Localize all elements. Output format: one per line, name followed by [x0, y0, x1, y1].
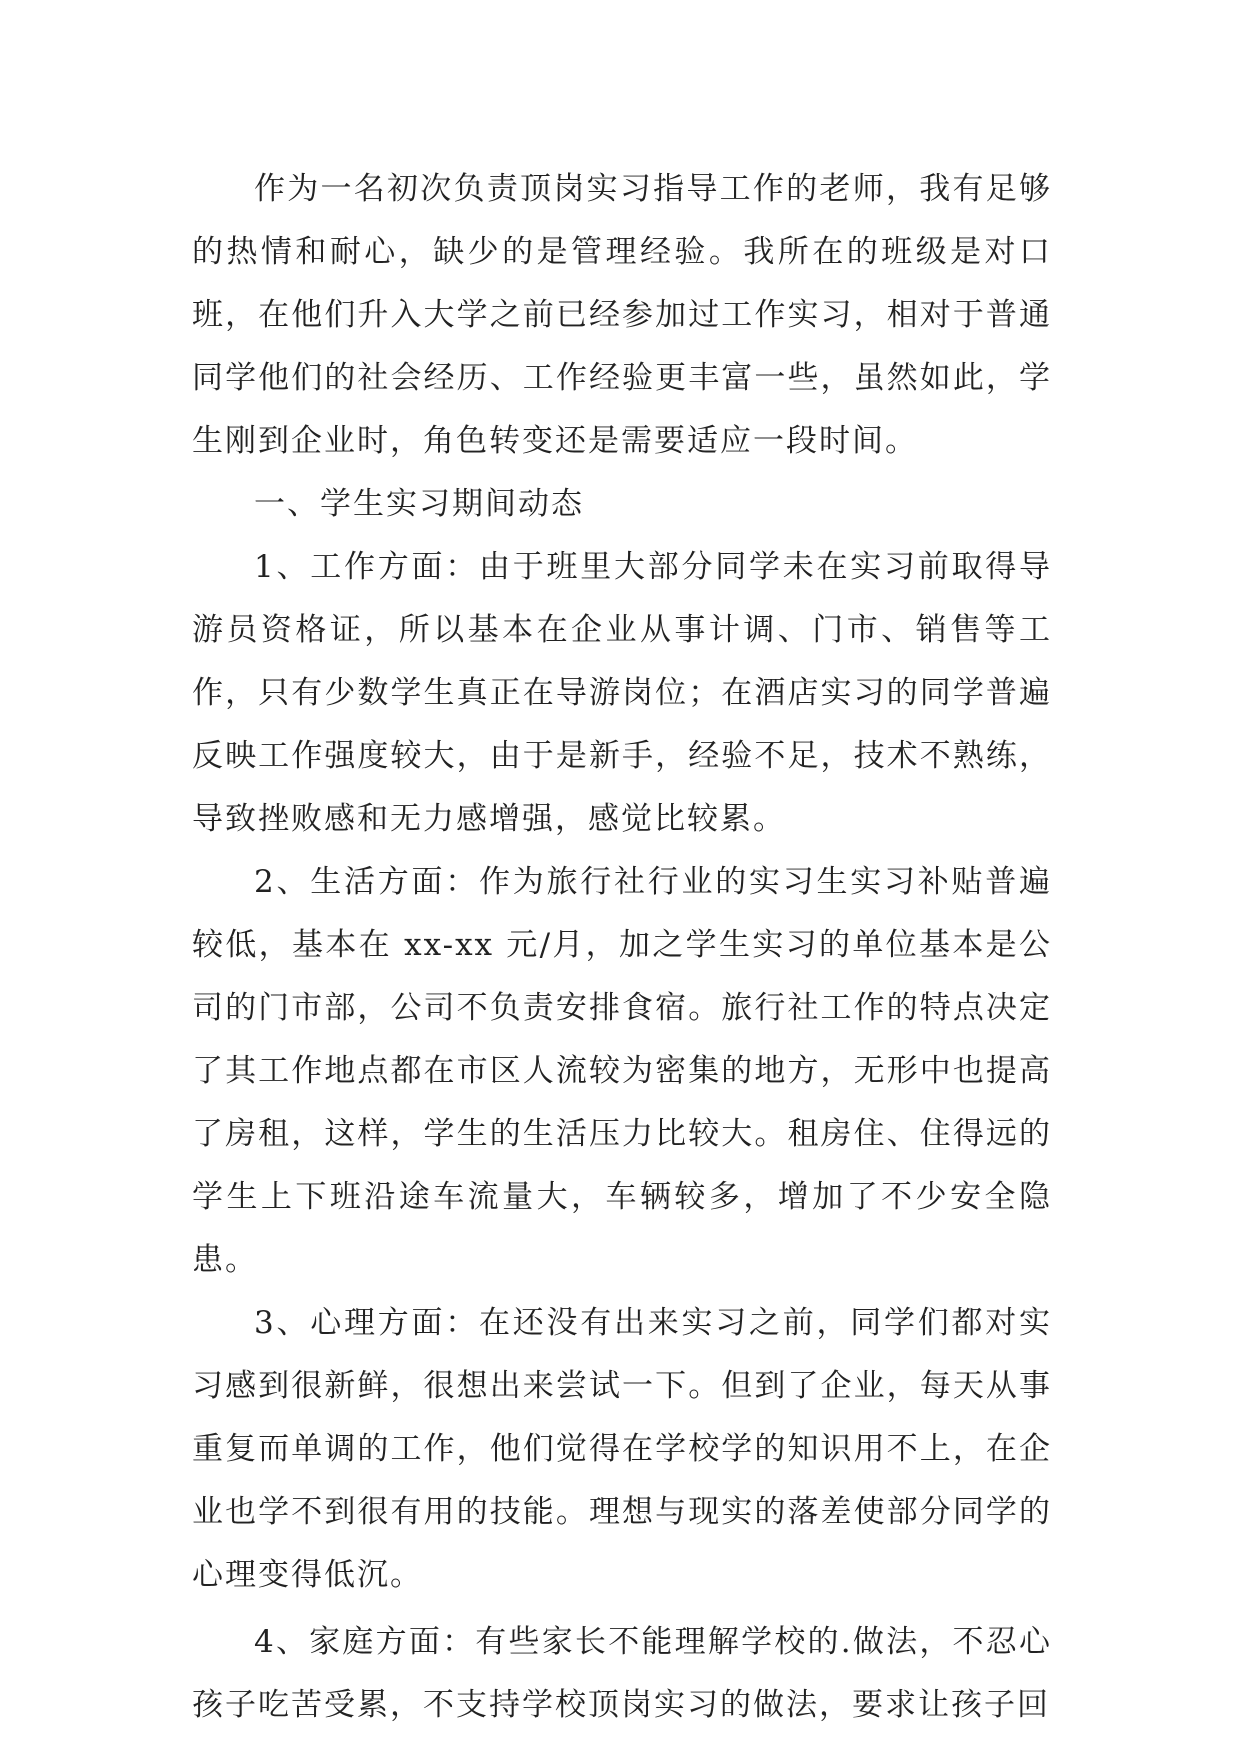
document-body	[192, 158, 1052, 1737]
paragraph-life: 2、生活方面：作为旅行社行业的实习生实习补贴普遍较低，基本在 xx-xx 元/月，加之学生实习的单位基本是公司的门市部，公司不负责安排食宿。旅行社工作的特点决定了其工作地点都在市区人流较为密集的地方，无形中也提高了房租，这样，学生的生活压力比较大。租房住、住得远的学生上下班沿途车流量大，车辆较多，增加了不少安全隐患。	[192, 864, 1052, 1278]
paragraph-work: 1、工作方面：由于班里大部分同学未在实习前取得导游员资格证，所以基本在企业从事计调、门市、销售等工作，只有少数学生真正在导游岗位；在酒店实习的同学普遍反映工作强度较大，由于是新手，经验不足，技术不熟练，导致挫败感和无力感增强，感觉比较累。	[192, 549, 1052, 837]
paragraph-family: 4、家庭方面：有些家长不能理解学校的.做法，不忍心孩子吃苦受累，不支持学校顶岗实习的做法，要求让孩子回	[192, 1624, 1052, 1723]
section-heading: 一、学生实习期间动态	[254, 486, 584, 522]
paragraph-psychology: 3、心理方面：在还没有出来实习之前，同学们都对实习感到很新鲜，很想出来尝试一下。但到了企业，每天从事重复而单调的工作，他们觉得在学校学的知识用不上，在企业也学不到很有用的技能。理想与现实的落差使部分同学的心理变得低沉。	[192, 1305, 1052, 1593]
paragraph-intro: 作为一名初次负责顶岗实习指导工作的老师，我有足够的热情和耐心，缺少的是管理经验。我所在的班级是对口班，在他们升入大学之前已经参加过工作实习，相对于普通同学他们的社会经历、工作经验更丰富一些，虽然如此，学生刚到企业时，角色转变还是需要适应一段时间。	[192, 171, 1052, 459]
